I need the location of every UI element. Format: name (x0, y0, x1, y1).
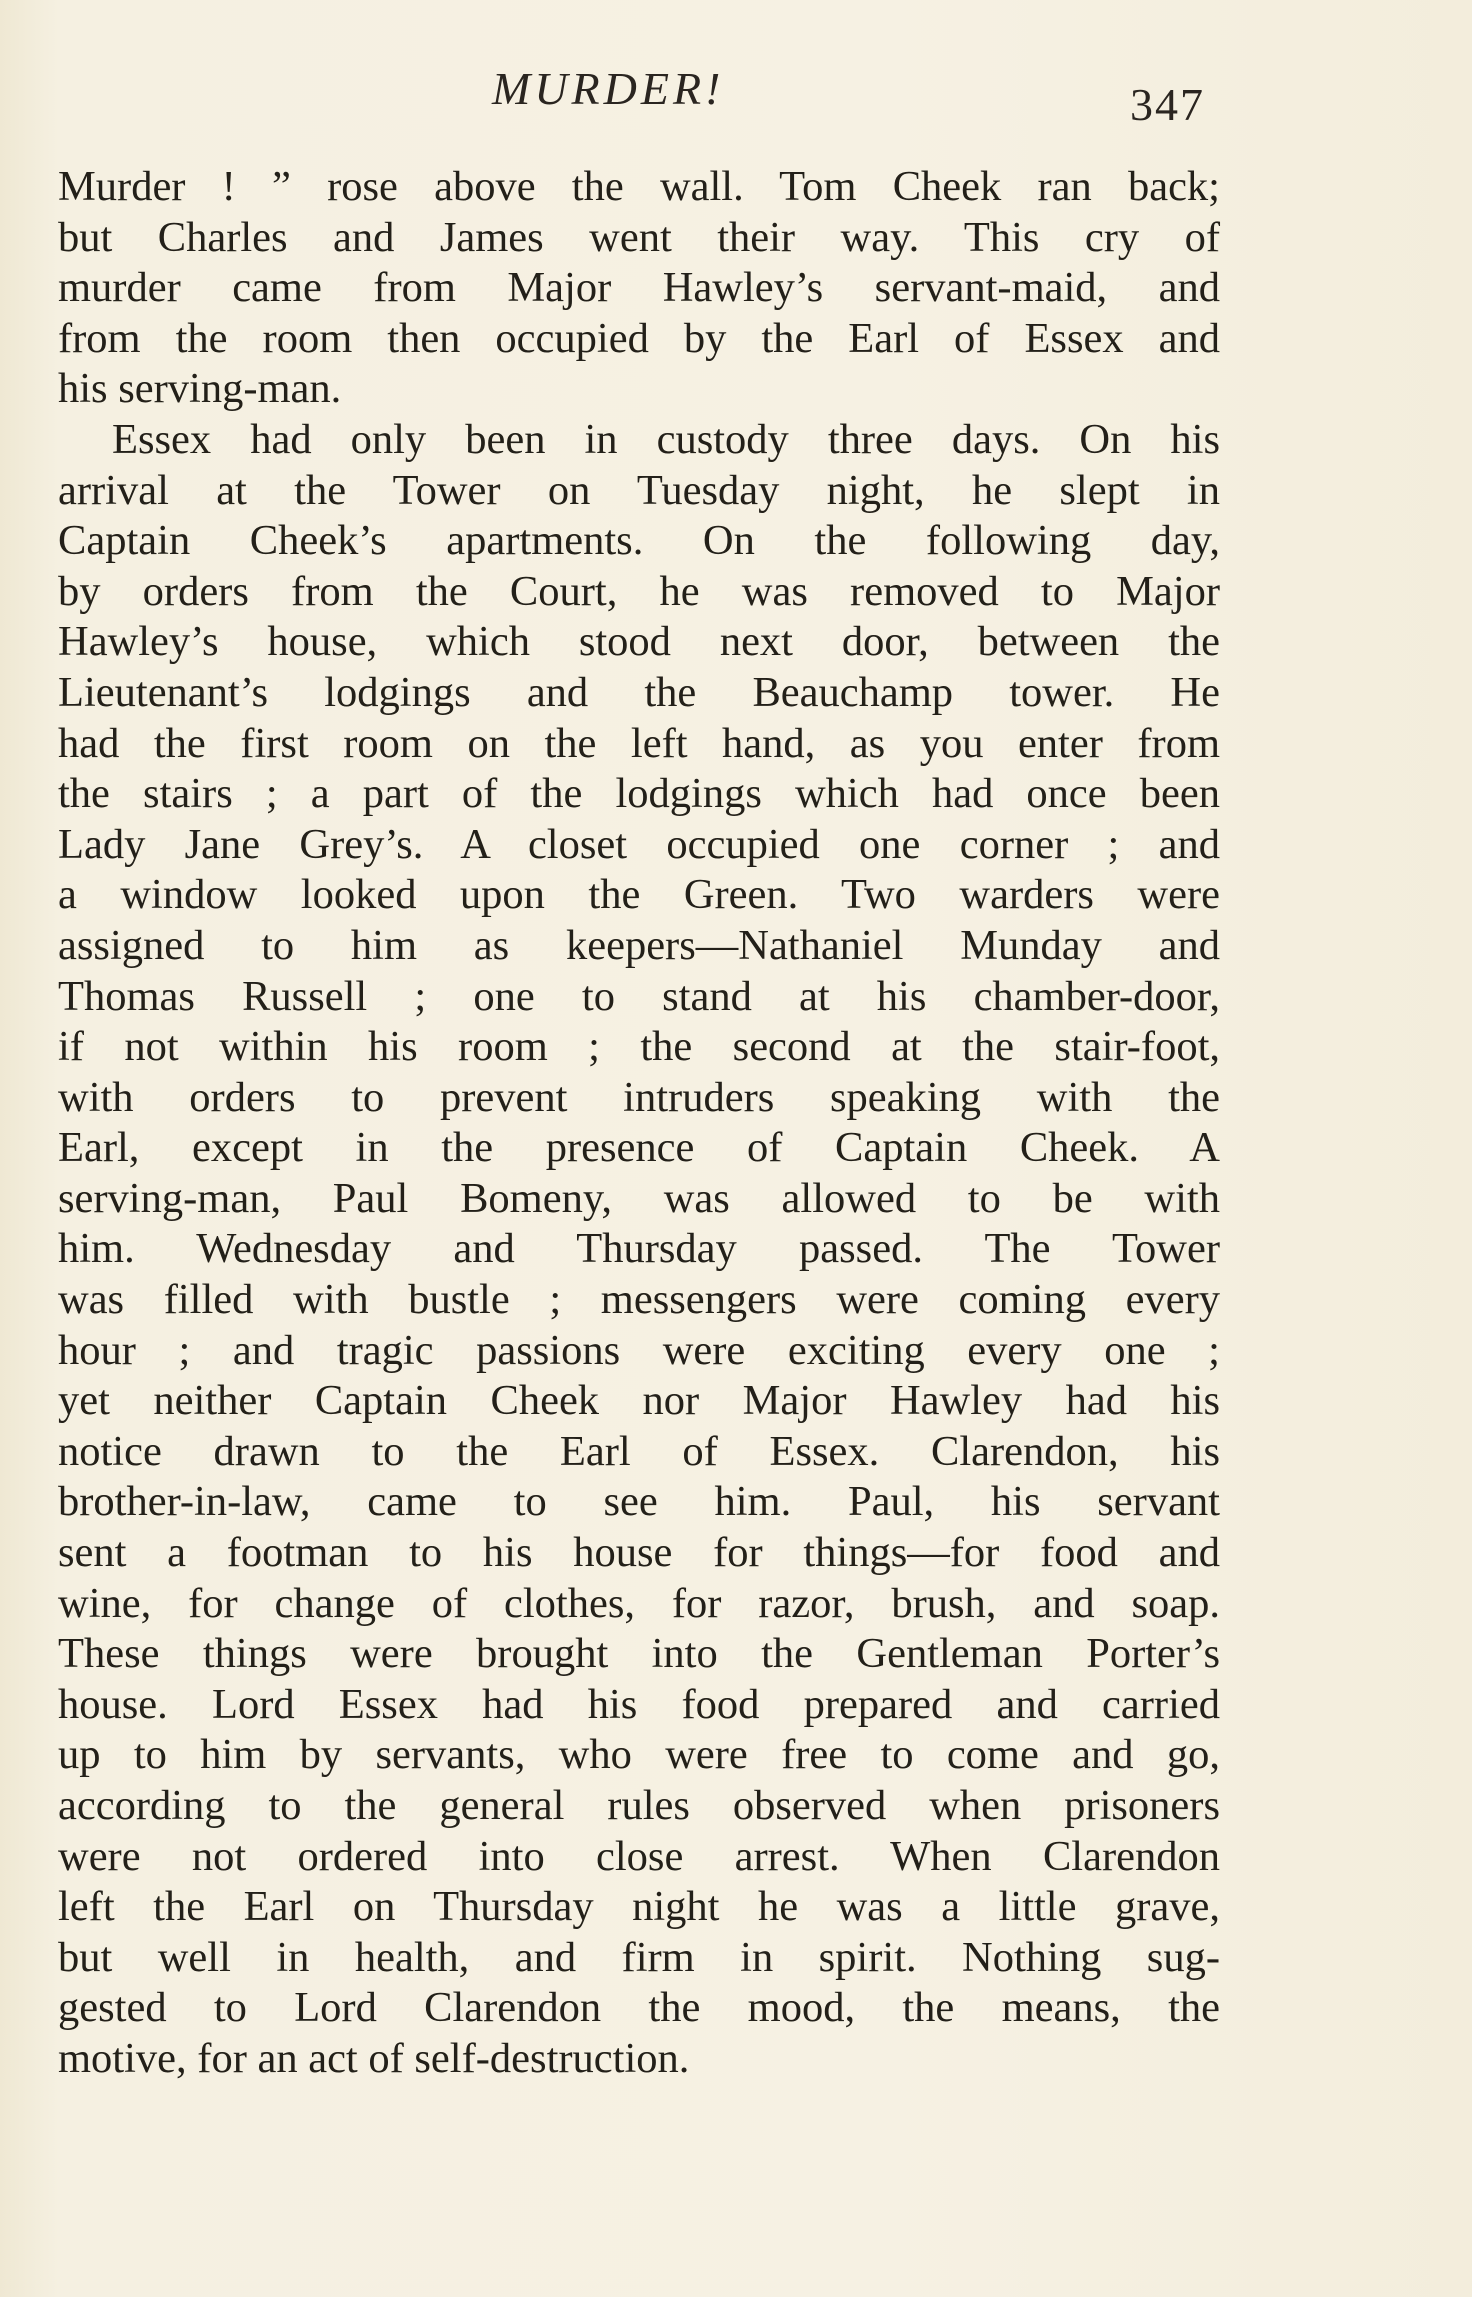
text-line: was filled with bustle ; messengers were coming every (58, 1276, 1220, 1324)
text-line: according to the general rules observed when prisoners (58, 1782, 1220, 1829)
text-line: left the Earl on Thursday night he was a little grave, (58, 1883, 1220, 1931)
text-line: up to him by servants, who were free to come and go, (58, 1731, 1220, 1779)
text-line: Murder ! ” rose above the wall. Tom Cheek ran back; (58, 163, 1220, 210)
text-line: Earl, except in the presence of Captain Cheek. A (58, 1124, 1220, 1172)
text-line: if not within his room ; the second at the stair-foot, (58, 1023, 1220, 1071)
text-line: with orders to prevent intruders speaking with the (58, 1073, 1220, 1121)
text-line: by orders from the Court, he was removed to Major (58, 567, 1220, 615)
text-line: motive, for an act of self-destruction. (58, 2034, 690, 2082)
text-line: arrival at the Tower on Tuesday night, he slept in (58, 466, 1220, 514)
text-line: Captain Cheek’s apartments. On the following day, (58, 517, 1220, 565)
text-line: house. Lord Essex had his food prepared and carried (58, 1680, 1220, 1728)
text-line: his serving-man. (58, 365, 342, 413)
text-line: the stairs ; a part of the lodgings which had once been (58, 770, 1220, 818)
text-line: serving-man, Paul Bomeny, was allowed to be with (58, 1174, 1220, 1222)
text-line: were not ordered into close arrest. When Clarendon (58, 1832, 1220, 1880)
text-line: but Charles and James went their way. This cry of (58, 213, 1220, 261)
text-line: Lady Jane Grey’s. A closet occupied one corner ; and (58, 820, 1220, 868)
text-line: gested to Lord Clarendon the mood, the means, the (58, 1984, 1220, 2032)
text-line: a window looked upon the Green. Two warders were (58, 871, 1220, 919)
text-line: notice drawn to the Earl of Essex. Clarendon, his (58, 1427, 1220, 1475)
text-line: wine, for change of clothes, for razor, brush, and soap. (58, 1579, 1220, 1627)
text-line: brother-in-law, came to see him. Paul, his servant (58, 1478, 1220, 1526)
text-line: Hawley’s house, which stood next door, between the (58, 618, 1220, 666)
text-line: him. Wednesday and Thursday passed. The Tower (58, 1225, 1220, 1273)
text-line: from the room then occupied by the Earl of Essex and (58, 314, 1220, 362)
text-line: yet neither Captain Cheek nor Major Hawley had his (58, 1377, 1220, 1425)
text-line: assigned to him as keepers—Nathaniel Munday and (58, 921, 1220, 969)
page-number: 347 (1130, 79, 1205, 130)
running-head (0, 62, 1472, 132)
text-line: hour ; and tragic passions were exciting every one ; (58, 1326, 1220, 1374)
body-text (58, 162, 1220, 2085)
text-line: had the first room on the left hand, as you enter from (58, 719, 1220, 767)
text-line: These things were brought into the Gentleman Porter’s (58, 1630, 1220, 1678)
running-head-title: MURDER! (492, 63, 725, 114)
text-line: Lieutenant’s lodgings and the Beauchamp tower. He (58, 668, 1220, 716)
text-line: sent a footman to his house for things—for food and (58, 1529, 1220, 1577)
text-line: Thomas Russell ; one to stand at his chamber-door, (58, 972, 1220, 1020)
text-line: murder came from Major Hawley’s servant-maid, and (58, 264, 1220, 312)
text-line: Essex had only been in custody three days. On his (112, 415, 1220, 463)
text-line: but well in health, and firm in spirit. Nothing sug- (58, 1933, 1220, 1981)
